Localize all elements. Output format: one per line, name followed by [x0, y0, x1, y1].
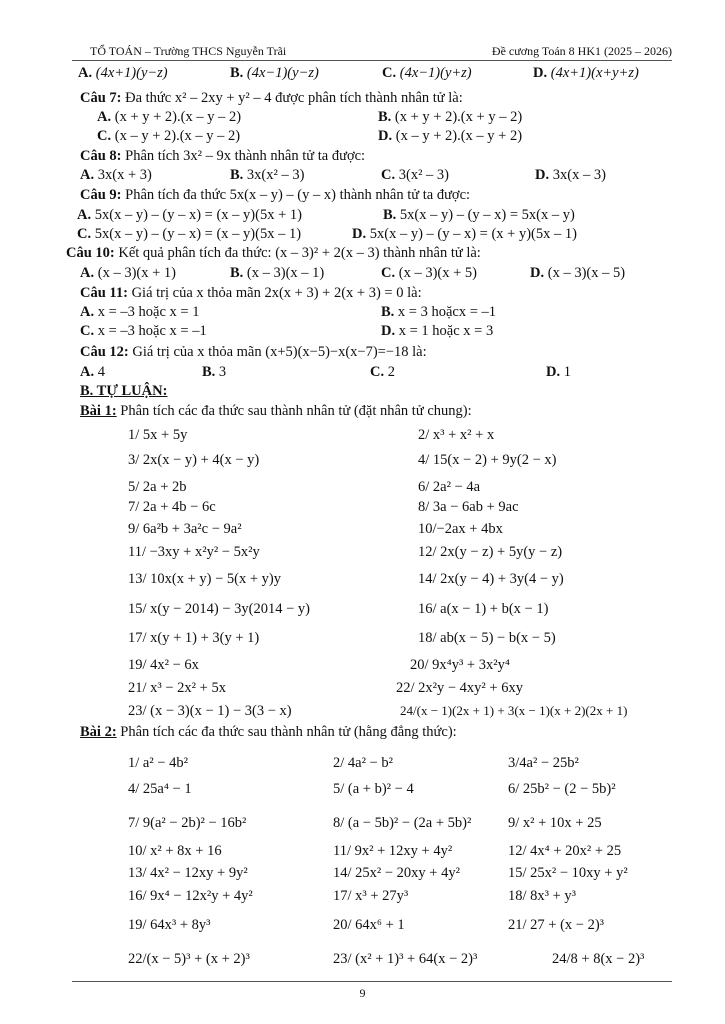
bai2-item: 16/ 9x⁴ − 12x²y + 4y² — [128, 888, 253, 904]
header-divider — [72, 60, 672, 61]
bai1-item: 2/ x³ + x² + x — [418, 427, 495, 443]
section-b-title: B. TỰ LUẬN: — [80, 383, 168, 399]
header-left: TỔ TOÁN – Trường THCS Nguyễn Trãi — [90, 44, 287, 58]
bai2-item: 13/ 4x² − 12xy + 9y² — [128, 865, 248, 881]
bai1-item: 13/ 10x(x + y) − 5(x + y)y — [128, 571, 282, 587]
bai2-item: 19/ 64x³ + 8y³ — [128, 917, 211, 933]
q11-option-d: D. x = 1 hoặc x = 3 — [381, 323, 494, 339]
q11-question: Câu 11: Giá trị của x thỏa mãn 2x(x + 3) + 2(x + 3) = 0 là: — [80, 285, 422, 301]
bai2-item: 8/ (a − 5b)² − (2a + 5b)² — [333, 815, 472, 831]
q9-option-c: C. 5x(x – y) – (y – x) = (x – y)(5x – 1) — [77, 226, 302, 242]
q12-option-c: C. 2 — [370, 364, 395, 380]
footer-divider — [72, 981, 672, 982]
bai2-item: 3/4a² − 25b² — [508, 755, 579, 771]
bai2-item: 2/ 4a² − b² — [333, 755, 393, 771]
bai1-item: 5/ 2a + 2b — [128, 479, 187, 495]
q6-option-b: B. (4x−1)(y−z) — [230, 65, 319, 81]
q8-option-c: C. 3(x² – 3) — [381, 167, 449, 183]
bai1-heading: Bài 1: Phân tích các đa thức sau thành nhân tử (đặt nhân tử chung): — [80, 403, 472, 419]
bai1-item: 12/ 2x(y − z) + 5y(y − z) — [418, 544, 563, 560]
bai1-item: 6/ 2a² − 4a — [418, 479, 481, 495]
bai1-item: 14/ 2x(y − 4) + 3y(4 − y) — [418, 571, 564, 587]
bai2-item: 22/(x − 5)³ + (x + 2)³ — [128, 951, 250, 967]
bai1-item: 11/ −3xy + x²y² − 5x²y — [128, 544, 260, 560]
bai2-item: 15/ 25x² − 10xy + y² — [508, 865, 628, 881]
bai1-item: 23/ (x − 3)(x − 1) − 3(3 − x) — [128, 703, 292, 719]
q6-option-a: A. (4x+1)(y−z) — [78, 65, 168, 81]
page-number: 9 — [359, 986, 366, 1000]
q9-question: Câu 9: Phân tích đa thức 5x(x – y) – (y – x) thành nhân tử ta được: — [80, 187, 471, 203]
q11-option-c: C. x = –3 hoặc x = –1 — [80, 323, 207, 339]
bai1-item: 19/ 4x² − 6x — [128, 657, 199, 673]
bai1-item: 17/ x(y + 1) + 3(y + 1) — [128, 630, 260, 646]
q10-option-c: C. (x – 3)(x + 5) — [381, 265, 477, 281]
bai1-item: 1/ 5x + 5y — [128, 427, 188, 443]
q9-option-b: B. 5x(x – y) – (y – x) = 5x(x – y) — [383, 207, 575, 223]
q12-option-a: A. 4 — [80, 364, 105, 380]
header-right: Đề cương Toán 8 HK1 (2025 – 2026) — [491, 44, 672, 58]
q7-option-c: C. (x – y + 2).(x – y – 2) — [97, 128, 241, 144]
bai2-item: 14/ 25x² − 20xy + 4y² — [333, 865, 460, 881]
q9-option-a: A. 5x(x – y) – (y – x) = (x – y)(5x + 1) — [77, 207, 302, 223]
q10-option-b: B. (x – 3)(x – 1) — [230, 265, 325, 281]
q7-option-b: B. (x + y + 2).(x + y – 2) — [378, 109, 523, 125]
bai2-item: 11/ 9x² + 12xy + 4y² — [333, 843, 453, 859]
q9-option-d: D. 5x(x – y) – (y – x) = (x + y)(5x – 1) — [352, 226, 577, 242]
bai2-item: 6/ 25b² − (2 − 5b)² — [508, 781, 616, 797]
bai1-item: 21/ x³ − 2x² + 5x — [128, 680, 226, 696]
q11-option-b: B. x = 3 hoặcx = –1 — [381, 304, 497, 320]
bai2-item: 21/ 27 + (x − 2)³ — [508, 917, 605, 933]
bai2-item: 12/ 4x⁴ + 20x² + 25 — [508, 843, 622, 859]
q8-option-d: D. 3x(x – 3) — [535, 167, 606, 183]
bai1-item: 7/ 2a + 4b − 6c — [128, 499, 216, 515]
q7-question: Câu 7: Đa thức x² – 2xy + y² – 4 được phân tích thành nhân tử là: — [80, 90, 463, 106]
q8-question: Câu 8: Phân tích 3x² – 9x thành nhân tử ta được: — [80, 148, 366, 164]
q10-option-a: A. (x – 3)(x + 1) — [80, 265, 176, 281]
bai1-item: 24/(x − 1)(2x + 1) + 3(x − 1)(x + 2)(2x + 1) — [400, 703, 628, 718]
bai2-item: 18/ 8x³ + y³ — [508, 888, 577, 904]
q11-option-a: A. x = –3 hoặc x = 1 — [80, 304, 200, 320]
bai1-item: 10/−2ax + 4bx — [418, 521, 503, 537]
bai2-item: 4/ 25a⁴ − 1 — [128, 781, 192, 797]
q7-option-a: A. (x + y + 2).(x – y – 2) — [97, 109, 242, 125]
q10-option-d: D. (x – 3)(x – 5) — [530, 265, 626, 281]
bai2-item: 1/ a² − 4b² — [128, 755, 188, 771]
q10-question: Câu 10: Kết quả phân tích đa thức: (x – 3)² + 2(x – 3) thành nhân tử là: — [66, 245, 481, 261]
bai1-item: 4/ 15(x − 2) + 9y(2 − x) — [418, 452, 557, 468]
bai2-item: 24/8 + 8(x − 2)³ — [552, 951, 645, 967]
bai1-item: 16/ a(x − 1) + b(x − 1) — [418, 601, 549, 617]
bai2-item: 17/ x³ + 27y³ — [333, 888, 409, 904]
bai2-item: 20/ 64x⁶ + 1 — [333, 917, 405, 933]
bai1-item: 8/ 3a − 6ab + 9ac — [418, 499, 519, 515]
bai2-item: 23/ (x² + 1)³ + 64(x − 2)³ — [333, 951, 478, 967]
q12-question: Câu 12: Giá trị của x thỏa mãn (x+5)(x−5)−x(x−7)=−18 là: — [80, 344, 427, 360]
bai1-item: 3/ 2x(x − y) + 4(x − y) — [128, 452, 260, 468]
bai1-item: 20/ 9x⁴y³ + 3x²y⁴ — [410, 657, 510, 673]
q12-option-b: B. 3 — [202, 364, 227, 380]
bai2-item: 7/ 9(a² − 2b)² − 16b² — [128, 815, 247, 831]
q8-option-a: A. 3x(x + 3) — [80, 167, 152, 183]
bai2-item: 5/ (a + b)² − 4 — [333, 781, 414, 797]
bai1-item: 18/ ab(x − 5) − b(x − 5) — [418, 630, 556, 646]
bai2-item: 9/ x² + 10x + 25 — [508, 815, 602, 831]
q6-option-c: C. (4x−1)(y+z) — [382, 65, 472, 81]
q7-option-d: D. (x – y + 2).(x – y + 2) — [378, 128, 523, 144]
bai1-item: 22/ 2x²y − 4xy² + 6xy — [396, 680, 523, 696]
q6-option-d: D. (4x+1)(x+y+z) — [533, 65, 639, 81]
bai2-item: 10/ x² + 8x + 16 — [128, 843, 222, 859]
q12-option-d: D. 1 — [546, 364, 571, 380]
q8-option-b: B. 3x(x² – 3) — [230, 167, 305, 183]
bai1-item: 15/ x(y − 2014) − 3y(2014 − y) — [128, 601, 311, 617]
bai2-heading: Bài 2: Phân tích các đa thức sau thành nhân tử (hằng đẳng thức): — [80, 724, 457, 740]
bai1-item: 9/ 6a²b + 3a²c − 9a² — [128, 521, 242, 537]
